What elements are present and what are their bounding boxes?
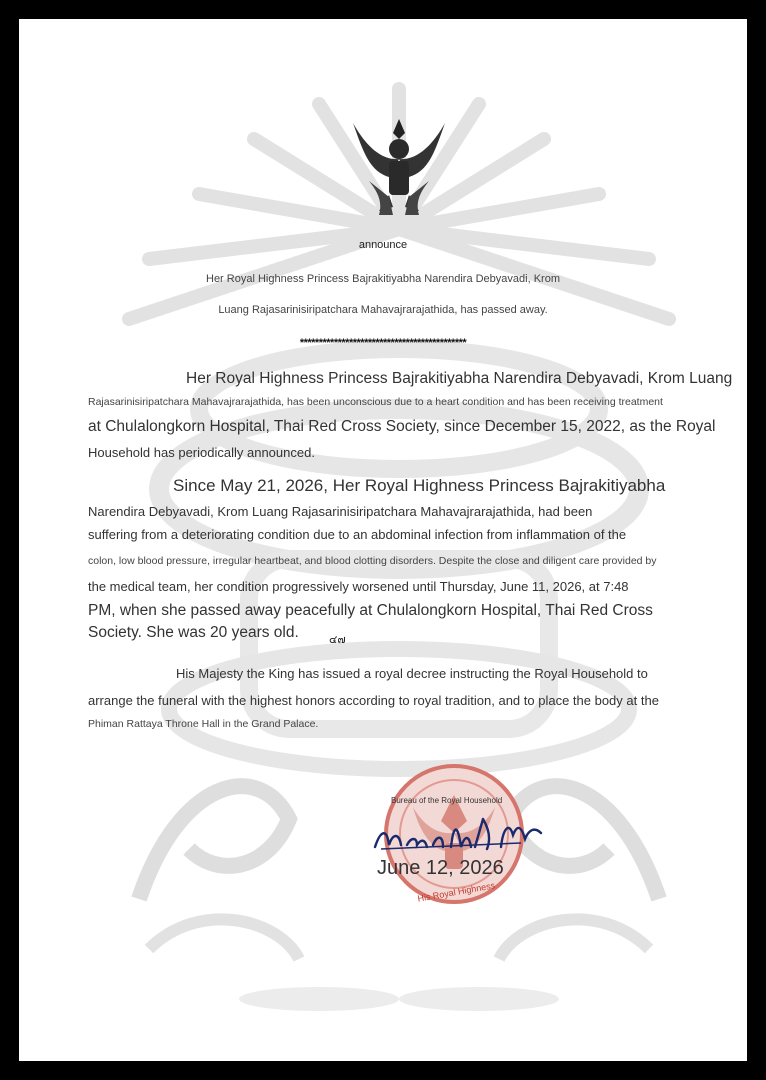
thai-numeral-mark: ๔๗ <box>329 634 346 646</box>
subtitle-line-2: Luang Rajasarinisiripatchara Mahavajrarajathida, has passed away. <box>218 304 548 316</box>
paragraph-2-line-3: suffering from a deteriorating condition due to an abdominal infection from inflammation of the <box>88 527 627 542</box>
document-page <box>19 19 747 1061</box>
signature-date: June 12, 2026 <box>377 857 504 879</box>
paragraph-3-line-1: His Majesty the King has issued a royal decree instructing the Royal Household to <box>176 666 648 681</box>
paragraph-2-line-5: the medical team, her condition progressively worsened until Thursday, June 11, 2026, at 7:48 <box>88 579 629 594</box>
paragraph-3-line-2: arrange the funeral with the highest honors according to royal tradition, and to place the body at the <box>88 693 659 708</box>
paragraph-3-line-3: Phiman Rattaya Throne Hall in the Grand Palace. <box>88 718 319 730</box>
paragraph-2-line-1: Since May 21, 2026, Her Royal Highness Princess Bajrakitiyabha <box>173 476 666 495</box>
paragraph-2-line-7: Society. She was 20 years old. <box>88 624 299 641</box>
paragraph-2-line-6: PM, when she passed away peacefully at Chulalongkorn Hospital, Thai Red Cross <box>88 602 653 619</box>
paragraph-2-line-2: Narendira Debyavadi, Krom Luang Rajasarinisiripatchara Mahavajrarajathida, had been <box>88 504 593 519</box>
stamp-subtext: His Royal Highness <box>416 880 496 904</box>
paragraph-1-line-3: at Chulalongkorn Hospital, Thai Red Cross Society, since December 15, 2022, as the Royal <box>88 418 716 435</box>
divider-asterisks: ******************************************** <box>299 337 467 349</box>
paragraph-1-line-2: Rajasarinisiripatchara Mahavajrarajathida, has been unconscious due to a heart condition and has been receiving treatment <box>88 396 663 408</box>
paragraph-1-line-4: Household has periodically announced. <box>88 445 315 460</box>
signature-icon <box>371 799 551 859</box>
stamp-label: Bureau of the Royal Household <box>391 796 503 805</box>
paragraph-2-line-4: colon, low blood pressure, irregular heartbeat, and blood clotting disorders. Despite the close and diligent care provided by <box>88 555 657 567</box>
subtitle-line-1: Her Royal Highness Princess Bajrakitiyabha Narendira Debyavadi, Krom <box>206 273 560 285</box>
paragraph-1-line-1: Her Royal Highness Princess Bajrakitiyabha Narendira Debyavadi, Krom Luang <box>186 370 733 387</box>
garuda-emblem-icon <box>349 111 449 221</box>
announcement-heading: announce <box>358 239 408 251</box>
